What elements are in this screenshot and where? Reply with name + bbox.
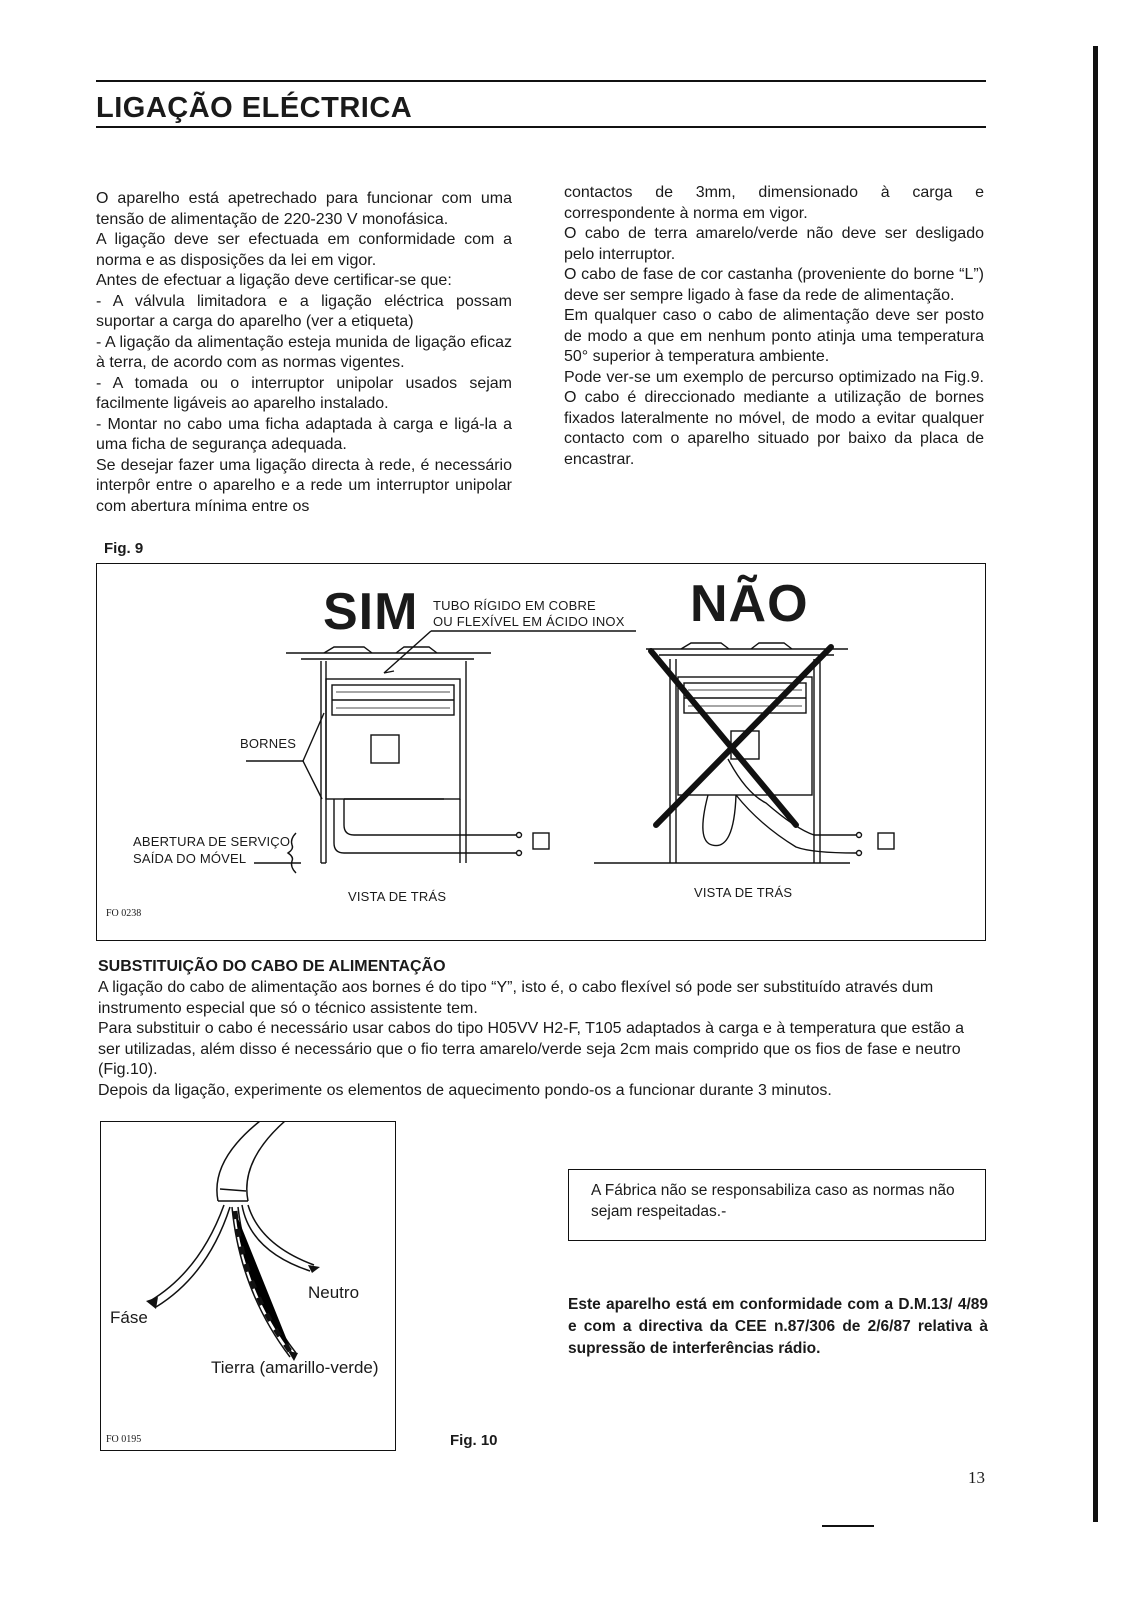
- intro-left-column: [96, 189, 512, 517]
- fig10-label: Fig. 10: [450, 1432, 498, 1449]
- fig10-code: FO 0195: [106, 1434, 142, 1445]
- intro-paragraph: Antes de efectuar a ligação deve certificar-se que:: [96, 272, 452, 289]
- page-title: LIGAÇÃO ELÉCTRICA: [96, 92, 413, 124]
- fig9-drawing: [96, 563, 986, 941]
- title-underline: [96, 126, 986, 128]
- replacement-paragraph: Depois da ligação, experimente os elementos de aquecimento pondo-os a funcionar durante 3 minutos.: [98, 1081, 832, 1099]
- intro-paragraph: - Montar no cabo uma ficha adaptada à carga e ligá-la a uma ficha de segurança adequada.: [96, 415, 512, 453]
- fig9-bornes-label: BORNES: [240, 736, 297, 751]
- replacement-paragraph: Para substituir o cabo é necessário usar cabos do tipo H05VV H2-F, T105 adaptados à carga e à temperatura que estão a ser utilizadas, além disso é necessário que o fio terra amarelo/verde seja 2cm mais comprido que os fios de fase e neutro (Fig.10).: [98, 1020, 965, 1078]
- intro-paragraph: A ligação deve ser efectuada em conformidade com a norma e as disposições da lei em vigor.: [96, 231, 512, 269]
- fig9-label: Fig. 9: [104, 540, 144, 557]
- fig10-tierra-label: Tierra (amarillo-verde): [211, 1358, 379, 1377]
- replacement-heading: SUBSTITUIÇÃO DO CABO DE ALIMENTAÇÃO: [98, 958, 446, 975]
- top-rule: [96, 80, 986, 82]
- fig9-furniture-exit-label: SAÍDA DO MÓVEL: [133, 851, 247, 866]
- fig10-fase-label: Fáse: [110, 1308, 148, 1327]
- intro-paragraph: Pode ver-se um exemplo de percurso optimizado na Fig.9. O cabo é direccionado mediante a utilização de bornes fixados lateralmente no móvel, de modo a evitar qualquer contacto com o aparelho situado por baixo da placa de encastrar.: [564, 368, 984, 468]
- conformity-statement: Este aparelho está em conformidade com a D.M.13/ 4/89 e com a directiva da CEE n.87/306 de 2/6/87 relativa à supressão de interferências rádio.: [568, 1296, 988, 1357]
- fig9-sim-label: SIM: [323, 583, 419, 641]
- fig10-neutro-label: Neutro: [308, 1283, 360, 1302]
- intro-paragraph: O aparelho está apetrechado para funcionar com uma tensão de alimentação de 220-230 V monofásica.: [96, 190, 512, 228]
- fig9-service-opening-label: ABERTURA DE SERVIÇO: [133, 834, 291, 849]
- fig9-code: FO 0238: [106, 908, 142, 919]
- intro-paragraph: Se desejar fazer uma ligação directa à rede, é necessário interpôr entre o aparelho e a rede um interruptor unipolar com abertura mínima entre os: [96, 456, 512, 515]
- intro-paragraph: O cabo de terra amarelo/verde não deve ser desligado pelo interruptor.: [564, 225, 984, 263]
- fig9-tube-line1: TUBO RÍGIDO EM COBRE: [433, 598, 596, 613]
- fig9-rear-view-left: VISTA DE TRÁS: [348, 889, 447, 904]
- intro-paragraph: - A ligação da alimentação esteja munida de ligação eficaz à terra, de acordo com as normas vigentes.: [96, 333, 512, 371]
- right-margin-bar: [1093, 46, 1098, 1522]
- intro-paragraph: - A tomada ou o interruptor unipolar usados sejam facilmente ligáveis ao aparelho instalado.: [96, 374, 512, 412]
- intro-paragraph: O cabo de fase de cor castanha (proveniente do borne “L”) deve ser sempre ligado à fase da rede de alimentação.: [564, 266, 984, 304]
- manufacturer-notice: A Fábrica não se responsabiliza caso as normas não sejam respeitadas.-: [568, 1169, 986, 1241]
- replacement-body: [98, 978, 986, 1101]
- bottom-dash: [822, 1525, 874, 1527]
- intro-right-column: [564, 183, 984, 470]
- fig9-rear-view-right: VISTA DE TRÁS: [694, 885, 793, 900]
- fig9-nao-label: NÃO: [690, 575, 809, 633]
- intro-paragraph: contactos de 3mm, dimensionado à carga e correspondente à norma em vigor.: [564, 184, 984, 222]
- page-number: 13: [968, 1468, 985, 1487]
- intro-paragraph: - A válvula limitadora e a ligação eléctrica possam suportar a carga do aparelho (ver a etiqueta): [96, 292, 512, 330]
- intro-paragraph: Em qualquer caso o cabo de alimentação deve ser posto de modo a que em nenhum ponto atinja uma temperatura 50° superior à temperatura ambiente.: [564, 307, 984, 365]
- fig9-tube-line2: OU FLEXÍVEL EM ÁCIDO INOX: [433, 614, 625, 629]
- replacement-paragraph: A ligação do cabo de alimentação aos bornes é do tipo “Y”, isto é, o cabo flexível só pode ser substituído através dum instrumento especial que só o técnico assistente tem.: [98, 979, 934, 1017]
